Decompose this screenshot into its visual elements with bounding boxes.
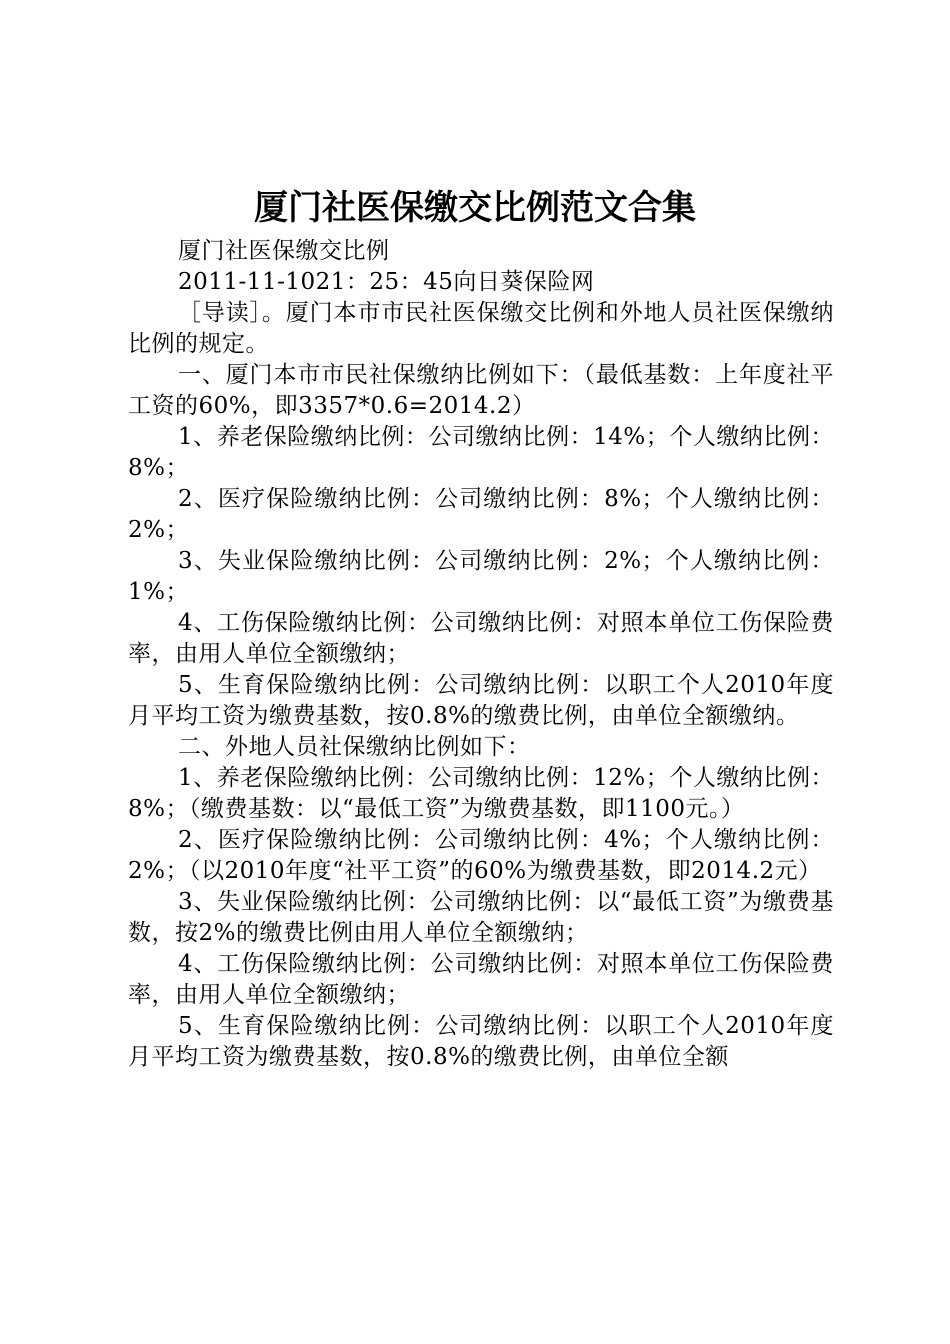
- paragraph-4: 一、厦门本市市民社保缴纳比例如下：（最低基数：上年度社平工资的60%，即3357*0.6=2014.2）: [128, 362, 834, 419]
- paragraph-11: 1、养老保险缴纳比例：公司缴纳比例：12%；个人缴纳比例：8%；（缴费基数：以“最低工资”为缴费基数，即1100元。）: [128, 765, 834, 822]
- paragraph-3: ［导读］。厦门本市市民社医保缴交比例和外地人员社医保缴纳比例的规定。: [128, 300, 834, 357]
- paragraph-12: 2、医疗保险缴纳比例：公司缴纳比例：4%；个人缴纳比例：2%；（以2010年度“社平工资”的60%为缴费基数，即2014.2元）: [128, 827, 834, 884]
- paragraph-8: 4、工伤保险缴纳比例：公司缴纳比例：对照本单位工伤保险费率，由用人单位全额缴纳；: [128, 610, 834, 667]
- document-body: [128, 236, 834, 1073]
- paragraph-7: 3、失业保险缴纳比例：公司缴纳比例：2%；个人缴纳比例：1%；: [128, 548, 834, 605]
- paragraph-6: 2、医疗保险缴纳比例：公司缴纳比例：8%；个人缴纳比例：2%；: [128, 486, 834, 543]
- paragraph-2: 2011-11-1021：25：45向日葵保险网: [178, 269, 595, 295]
- paragraph-14: 4、工伤保险缴纳比例：公司缴纳比例：对照本单位工伤保险费率，由用人单位全额缴纳；: [128, 951, 834, 1008]
- paragraph-15: 5、生育保险缴纳比例：公司缴纳比例：以职工个人2010年度月平均工资为缴费基数，按0.8%的缴费比例，由单位全额: [128, 1013, 834, 1070]
- paragraph-5: 1、养老保险缴纳比例：公司缴纳比例：14%；个人缴纳比例：8%；: [128, 424, 834, 481]
- paragraph-13: 3、失业保险缴纳比例：公司缴纳比例：以“最低工资”为缴费基数，按2%的缴费比例由用人单位全额缴纳；: [128, 889, 834, 946]
- paragraph-1: 厦门社医保缴交比例: [178, 238, 390, 264]
- paragraph-9: 5、生育保险缴纳比例：公司缴纳比例：以职工个人2010年度月平均工资为缴费基数，按0.8%的缴费比例，由单位全额缴纳。: [128, 672, 834, 729]
- document-title: 厦门社医保缴交比例范文合集: [254, 188, 696, 228]
- paragraph-10: 二、外地人员社保缴纳比例如下：: [178, 734, 531, 760]
